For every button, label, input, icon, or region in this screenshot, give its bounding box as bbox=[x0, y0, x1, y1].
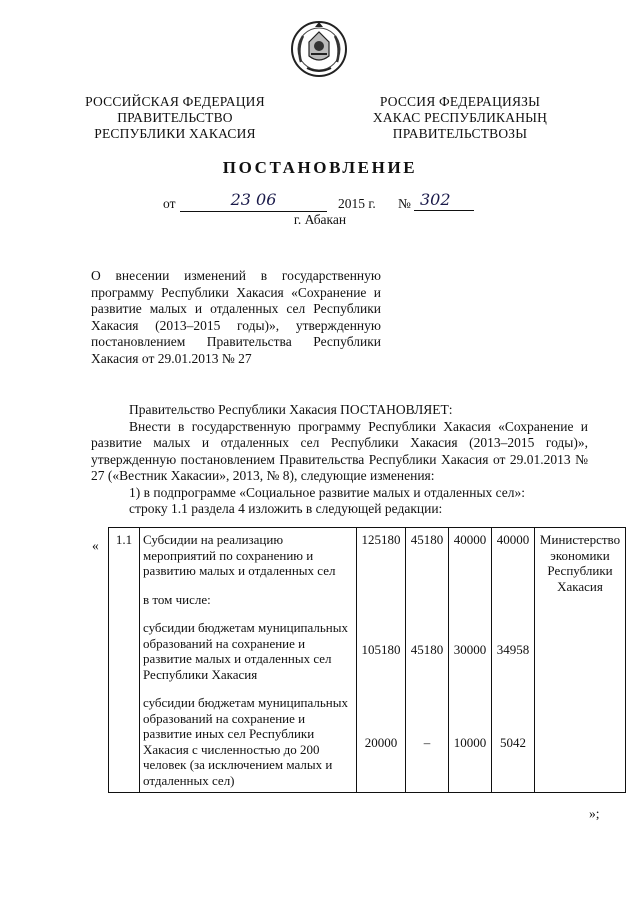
value-col-2 bbox=[406, 528, 449, 793]
value-col-1 bbox=[357, 528, 406, 793]
number-sign: № bbox=[398, 196, 411, 211]
paragraph: строку 1.1 раздела 4 изложить в следующей редакции: bbox=[129, 501, 443, 516]
value-col-4 bbox=[492, 528, 535, 793]
handwritten-number: 302 bbox=[414, 189, 474, 211]
paragraph: 1) в подпрограмме «Социальное развитие малых и отдаленных сел»: bbox=[129, 484, 526, 500]
value-cell: 125180 bbox=[361, 532, 401, 547]
close-quote: »; bbox=[589, 806, 600, 821]
value-col-3 bbox=[449, 528, 492, 793]
value-cell: – bbox=[423, 735, 431, 750]
name-cell bbox=[140, 528, 357, 793]
header-right-line: ХАКАС РЕСПУБЛИКАНЫҢ bbox=[372, 110, 548, 125]
header-right-line: РОССИЯ ФЕДЕРАЦИЯЗЫ bbox=[379, 94, 541, 109]
value-cell: 105180 bbox=[361, 641, 401, 657]
handwritten-date: 23 06 bbox=[180, 189, 327, 212]
header-left-line: РОССИЙСКАЯ ФЕДЕРАЦИЯ bbox=[85, 94, 265, 109]
header-right bbox=[362, 94, 558, 142]
value-cell: 40000 bbox=[496, 532, 530, 547]
city: г. Абакан bbox=[293, 212, 347, 227]
block-name: в том числе: bbox=[143, 591, 211, 607]
subject-text: О внесении изменений в государственную программу Республики Хакасия «Сохранение и развитие малых и отдаленных сел Республики Хакасия (2013–2015 годы)», утвержденную постановлением Правительства Республики Хакасия от 29.01.2013 № 27 bbox=[91, 268, 381, 366]
year-text: 2015 г. bbox=[338, 196, 376, 211]
value-cell: 30000 bbox=[453, 641, 487, 657]
block-name: субсидии бюджетам муниципальных образований на сохранение и развитие малых и отдаленных сел Республики Хакасия bbox=[143, 620, 348, 682]
value-cell: 45180 bbox=[410, 532, 444, 547]
document-title: ПОСТАНОВЛЕНИЕ bbox=[222, 158, 418, 177]
header-right-line: ПРАВИТЕЛЬСТВОЗЫ bbox=[392, 126, 528, 141]
value-cell: 10000 bbox=[453, 735, 487, 750]
paragraph: Внести в государственную программу Республики Хакасия «Сохранение и развитие малых и отдаленных сел Республики Хакасия (2013–2015 годы)», утвержденную постановлением Правительства Республики Хакасия от 29.01.2013 № 27 («Вестник Хакасии», 2013, № 8), следующие изменения: bbox=[91, 418, 588, 483]
open-quote: « bbox=[92, 538, 99, 553]
table-row bbox=[109, 528, 626, 793]
value-cell: 5042 bbox=[500, 735, 526, 750]
amendment-table bbox=[108, 527, 626, 793]
body bbox=[91, 402, 588, 518]
header-left-line: ПРАВИТЕЛЬСТВО bbox=[117, 110, 233, 125]
block-name: Субсидии на реализацию мероприятий по сохранению и развитию малых и отдаленных сел bbox=[143, 532, 336, 578]
value-cell: 34958 bbox=[496, 641, 530, 657]
value-cell: 20000 bbox=[364, 735, 398, 750]
date-prefix: от bbox=[163, 196, 176, 211]
block-name: субсидии бюджетам муниципальных образований на сохранение и развитие иных сел Республики Хакасия с численностью до 200 человек (за исключением малых и отдаленных сел) bbox=[143, 695, 348, 788]
coat-of-arms-icon bbox=[289, 18, 349, 80]
header-left bbox=[80, 94, 270, 142]
decree-line: Правительство Республики Хакасия ПОСТАНОВЛЯЕТ: bbox=[129, 402, 453, 417]
value-cell: 40000 bbox=[453, 532, 487, 547]
row-number: 1.1 bbox=[109, 528, 140, 793]
value-cell: 45180 bbox=[410, 641, 444, 657]
header-left-line: РЕСПУБЛИКИ ХАКАСИЯ bbox=[94, 126, 256, 141]
ministry-cell: Министерство экономики Республики Хакасия bbox=[535, 528, 626, 793]
